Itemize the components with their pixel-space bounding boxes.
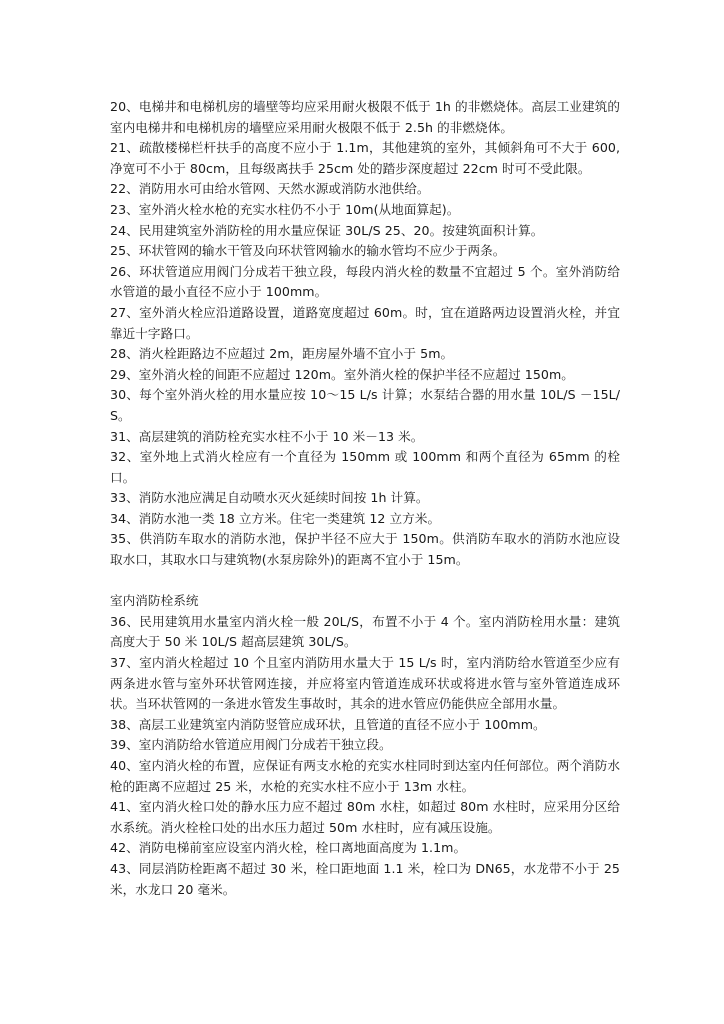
item-24: 24、民用建筑室外消防栓的用水量应保证 30L/S 25、20。按建筑面积计算。	[110, 222, 544, 238]
item-41: 41、室内消火栓口处的静水压力应不超过 80m 水柱，如超过 80m 水柱时，应采用分区给水系统。消火栓栓口处的出水压力超过 50m 水柱时，应有减压设施。	[110, 799, 620, 835]
item-25: 25、环状管网的输水干管及向环状管网输水的输水管均不应少于两条。	[110, 243, 506, 259]
item-37: 37、室内消火栓超过 10 个且室内消防用水量大于 15 L/s 时，室内消防给水管道至少应有两条进水管与室外环状管网连接，并应将室内管道连成环状或将进水管与室外管道连成环状。当环状管网的一条进水管发生事故时，其余的进水管应仍能供应全部用水量。	[110, 655, 620, 712]
item-26: 26、环状管道应用阀门分成若干独立段，每段内消火栓的数量不宜超过 5 个。室外消防给水管道的最小直径不应小于 100mm。	[110, 263, 620, 300]
item-21: 21、疏散楼梯栏杆扶手的高度不应小于 1.1m，其他建筑的室外，其倾斜角可不大于 600,净宽可不小于 80cm，且每级离扶手 25cm 处的踏步深度超过 22cm 时可不受此限。	[110, 140, 620, 176]
section-heading: 室内消防栓系统	[110, 593, 199, 609]
item-28: 28、消火栓距路边不应超过 2m，距房屋外墙不宜小于 5m。	[110, 346, 454, 362]
item-36: 36、民用建筑用水量室内消火栓一般 20L/S，布置不小于 4 个。室内消防栓用水量：建筑高度大于 50 米 10L/S 超高层建筑 30L/S。	[110, 613, 620, 650]
item-20: 20、电梯井和电梯机房的墙壁等均应采用耐火极限不低于 1h 的非燃烧体。高层工业建筑的室内电梯井和电梯机房的墙壁应采用耐火极限不低于 2.5h 的非燃烧体。	[110, 99, 620, 135]
item-34: 34、消防水池一类 18 立方米。住宅一类建筑 12 立方米。	[110, 510, 441, 526]
item-31: 31、高层建筑的消防栓充实水柱不小于 10 米－13 米。	[110, 428, 424, 444]
item-40: 40、室内消火栓的布置，应保证有两支水枪的充实水柱同时到达室内任何部位。两个消防水枪的距离不应超过 25 米，水枪的充实水柱不应小于 13m 水柱。	[110, 758, 620, 794]
item-43: 43、同层消防栓距离不超过 30 米，栓口距地面 1.1 米，栓口为 DN65，水龙带不小于 25 米，水龙口 20 毫米。	[110, 860, 620, 897]
item-42: 42、消防电梯前室应设室内消火栓，栓口离地面高度为 1.1m。	[110, 840, 467, 856]
item-27: 27、室外消火栓应沿道路设置，道路宽度超过 60m。时，宜在道路两边设置消火栓，并宜靠近十字路口。	[110, 304, 620, 341]
section-gap	[110, 571, 620, 592]
item-32: 32、室外地上式消火栓应有一个直径为 150mm 或 100mm 和两个直径为 65mm 的栓口。	[110, 449, 620, 485]
item-30: 30、每个室外消火栓的用水量应按 10～15 L/s 计算；水泵结合器的用水量 10L/S －15L/S。	[110, 387, 620, 423]
item-29: 29、室外消火栓的间距不应超过 120m。室外消火栓的保护半径不应超过 150m。	[110, 366, 574, 382]
item-22: 22、消防用水可由给水管网、天然水源或消防水池供给。	[110, 181, 430, 197]
item-23: 23、室外消火栓水枪的充实水柱仍不小于 10m(从地面算起)。	[110, 201, 460, 217]
item-38: 38、高层工业建筑室内消防竖管应成环状，且管道的直径不应小于 100mm。	[110, 716, 546, 732]
item-33: 33、消防水池应满足自动喷水灭火延续时间按 1h 计算。	[110, 490, 429, 506]
item-39: 39、室内消防给水管道应用阀门分成若干独立段。	[110, 737, 392, 753]
item-35: 35、供消防车取水的消防水池，保护半径不应大于 150m。供消防车取水的消防水池应设取水口，其取水口与建筑物(水泵房除外)的距离不宜小于 15m。	[110, 531, 620, 568]
document-page	[110, 97, 620, 900]
